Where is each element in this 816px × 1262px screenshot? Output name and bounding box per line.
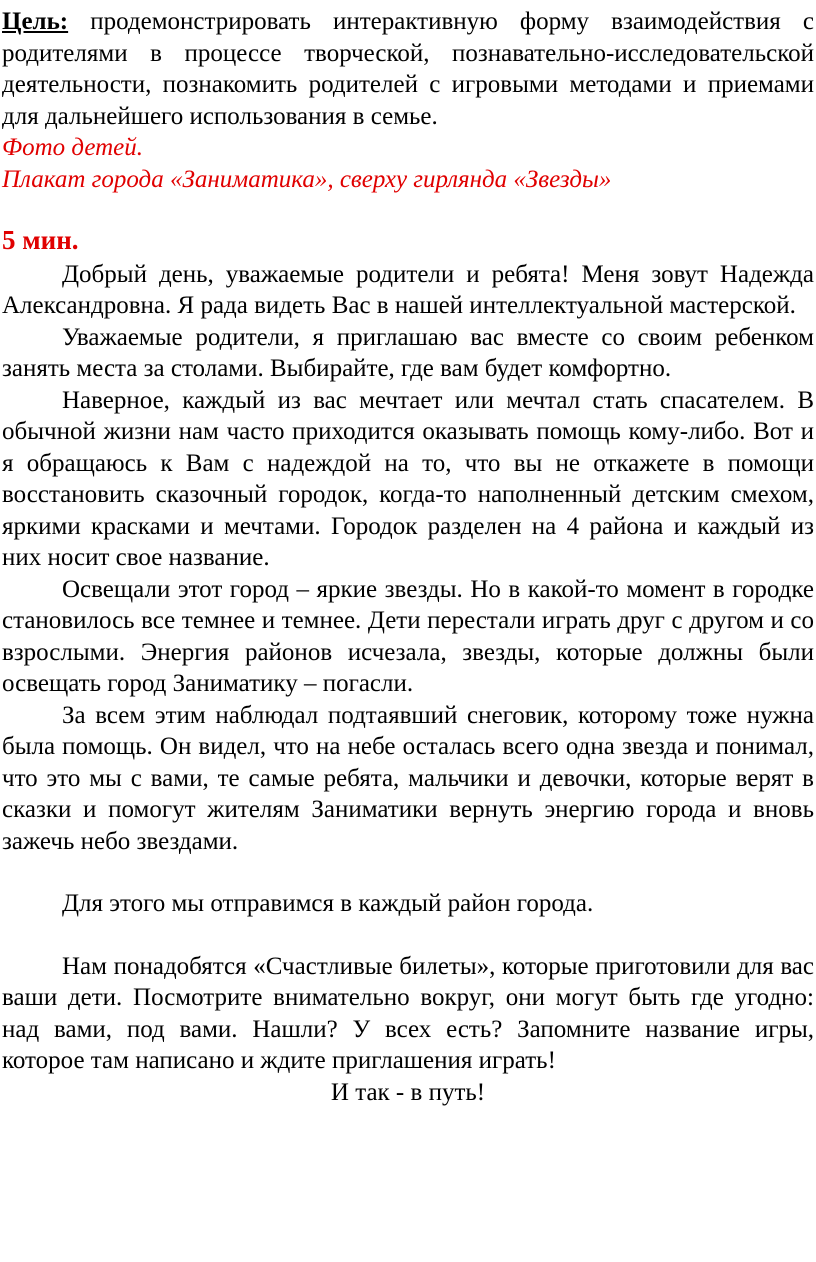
paragraph-snowman: За всем этим наблюдал подтаявший снеговик, которому тоже нужна была помощь. Он видел, что на небе осталась всего одна звезда и понимал, что это мы с вами, те самые ребята, мальчики и девочки, которые верят в сказки и помогут жителям Заниматики вернуть энергию города и вновь зажечь небо звездами. xyxy=(2,701,814,855)
paragraph-rescuer: Наверное, каждый из вас мечтает или мечтал стать спасателем. В обычной жизни нам часто приходится оказывать помощь кому-либо. Вот и я обращаюсь к Вам с надеждой на то, что вы не откажете в помощи восстановить сказочный городок, когда-то наполненный детским смехом, яркими красками и мечтами. Городок разделен на 4 района и каждый из них носит свое название. xyxy=(2,386,814,571)
goal-label: Цель: xyxy=(2,8,69,35)
paragraph-districts: Для этого мы отправимся в каждый район города. xyxy=(62,890,594,917)
goal-paragraph xyxy=(2,6,814,132)
paragraph-greeting: Добрый день, уважаемые родители и ребята! Меня зовут Надежда Александровна. Я рада видеть Вас в нашей интеллектуальной мастерской. xyxy=(2,260,814,319)
goal-text: продемонстрировать интерактивную форму взаимодействия с родителями в процессе творческой, познавательно-исследовательской деятельности, познакомить родителей с игровыми методами и приемами для дальнейшего использования в семье. xyxy=(2,8,814,130)
closing-line: И так - в путь! xyxy=(330,1078,486,1106)
time-heading: 5 мин. xyxy=(2,225,79,255)
note-poster: Плакат города «Заниматика», сверху гирлянда «Звезды» xyxy=(2,165,612,193)
paragraph-stars: Освещали этот город – яркие звезды. Но в какой-то момент в городке становилось все темнее и темнее. Дети перестали играть друг с другом и со взрослыми. Энергия районов исчезала, звезды, которые должны были освещать город Заниматику – погасли. xyxy=(2,575,814,697)
note-photo: Фото детей. xyxy=(2,134,144,161)
paragraph-invitation: Уважаемые родители, я приглашаю вас вместе со своим ребенком занять места за столами. Выбирайте, где вам будет комфортно. xyxy=(2,323,814,382)
paragraph-tickets: Нам понадобятся «Счастливые билеты», которые приготовили для вас ваши дети. Посмотрите внимательно вокруг, они могут быть где угодно: над вами, под вами. Нашли? У всех есть? Запомните название игры, которое там написано и ждите приглашения играть! xyxy=(2,952,814,1074)
